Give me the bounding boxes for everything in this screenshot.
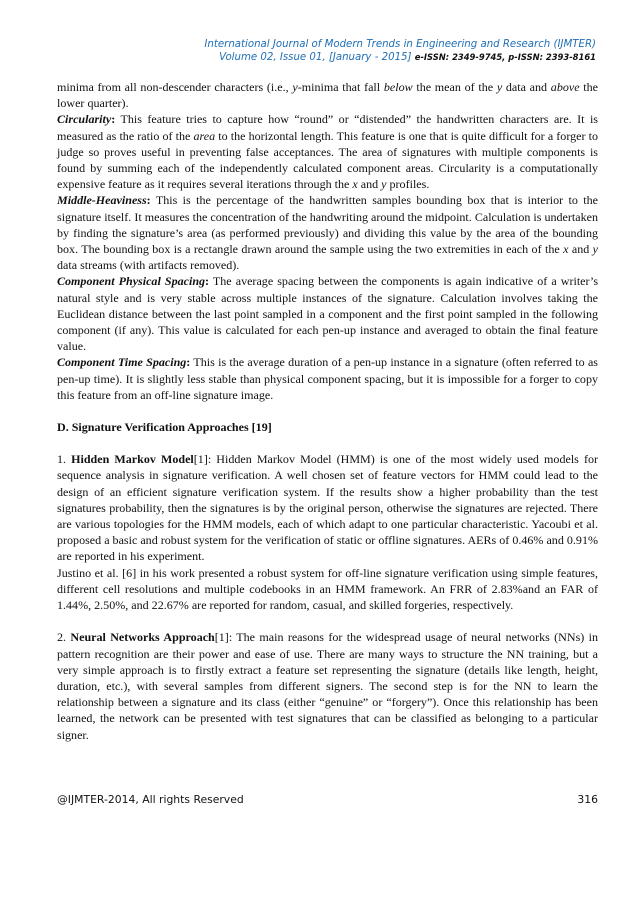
text-run: profiles. [386,177,430,192]
text-run: This is the average duration of a pen-up instance in a signature (often referred to as pen-up time). It is slightly less stable than physical component spacing, but it is impossible for a forger to copy this feature from an off-line signature image. [57,355,598,402]
paragraph-component-physical-spacing [57,273,598,354]
journal-title: International Journal of Modern Trends in Engineering and Research (IJMTER) [204,39,596,50]
italic-run: y [381,177,387,192]
paragraph-justino: Justino et al. [6] in his work presented a robust system for off-line signature verification using simple features, different cell resolutions and multiple codebooks in an HMM framework. An FRR of 2.83%and an FAR of 1.44%, 2.50%, and 22.67% are reported for random, casual, and skilled forgeries, respectively. [57,565,598,613]
term-colon: : [146,193,151,208]
paragraph-neural-networks [57,629,598,742]
text-run: to the horizontal length. This feature is one that is quite difficult for a forger to judge so proves useful in preventing false acceptances. The area of signatures with multiple components is found by summing each of the independently calculated component areas. Circularity is a computationally expensive feature as it requires several iterations through the [57,128,599,192]
list-number: 2. [57,630,71,645]
text-run: : The main reasons for the widespread usage of neural networks (NNs) in pattern recognition are their power and ease of use. There are many ways to structure the NN training, but a very simple approach is to firstly extract a feature set representing the signature (details like length, height, duration, etc.), with several samples from different signers. The second step is for the NN to learn the relationship between a signature and its class (either “genuine” or “forgery”). Once this relationship has been learned, the network can be presented with test signatures that can be classified as belonging to a particular signer. [57,630,598,742]
citation-ref: [1] [214,630,229,645]
term-colon: : [205,274,210,289]
text-run: : Hidden Markov Model (HMM) is one of the most widely used models for sequence analysis in signature verification. A well chosen set of feature vectors for HMM could lead to the design of an efficient signature verification system. If the results show a higher probability than the test signatures probability, then the signatures is by the original person, otherwise the signatures are rejected. There are various topologies for the HMM models, each of which adapt to one particular characteristic. Yacoubi et al. proposed a basic and robust system for the verification of static or offline signatures. AERs of 0.46% and 0.91% are reported in his experiment. [57,452,599,564]
term-colon: : [111,112,116,127]
list-number: 1. [57,452,72,467]
term-component-physical-spacing: Component Physical Spacing [57,274,206,289]
paragraph-component-time-spacing [57,354,598,403]
text-run: the lower quarter). [57,80,599,111]
journal-volume: Volume 02, Issue 01, [January - 2015] [219,52,412,63]
text-run: minima from all non-descender characters (i.e., [57,80,293,94]
paragraph-hmm [57,451,598,564]
text-run: the mean of the [412,80,497,94]
italic-run: y [592,242,598,257]
term-middle-heaviness: Middle-Heaviness [57,193,147,208]
copyright-notice: @IJMTER-2014, All rights Reserved [57,793,244,806]
text-run: and [568,242,593,257]
italic-run: x [352,177,358,192]
term-colon: : [186,355,191,370]
text-run: data and [502,80,551,94]
citation-ref: [1] [193,452,208,467]
term-component-time-spacing: Component Time Spacing [57,355,187,370]
paragraph-middle-heaviness [57,192,598,273]
journal-volume-line [36,51,596,64]
italic-run: x [563,242,569,257]
italic-run: y [292,80,298,94]
text-run: -minima that fall [297,80,384,94]
text-run: This feature tries to capture how “round” or “distended” the handwritten characters are. It is measured as the ratio of the [57,112,598,143]
italic-run: area [193,128,216,143]
text-run: This is the percentage of the handwritten samples bounding box that is interior to the signature itself. It measures the concentration of the handwriting around the midpoint. Calculation is undertaken by finding the signature’s area (as performed previously) and dividing this value by the area of the bounding box. The bounding box is a rectangle drawn around the sample using the two extremities in each of the [57,193,598,257]
text-run: data streams (with artifacts removed). [57,258,240,273]
section-heading: D. Signature Verification Approaches [19] [57,420,272,435]
journal-header [36,38,596,64]
italic-run: below [383,80,413,94]
term-neural-networks: Neural Networks Approach [70,630,215,645]
spacer [57,613,598,629]
article-body [57,79,598,743]
text-run: The average spacing between the components is again indicative of a writer’s natural style and is very stable across multiple instances of the signature. Calculation involves taking the Euclidean distance between the last point sampled in a component and the first point sampled in the following component (if any). This value is calculated for each pen-up instance and averaged to obtain the final feature value. [57,274,599,354]
paragraph-continuation [57,79,598,111]
spacer [57,435,598,451]
journal-issn: e-ISSN: 2349-9745, p-ISSN: 2393-8161 [414,52,596,62]
italic-run: y [496,80,503,94]
italic-run: above [550,80,580,94]
text-run: and [357,177,382,192]
page-number: 316 [577,793,598,806]
term-circularity: Circularity [57,112,112,127]
term-hmm: Hidden Markov Model [71,452,194,467]
paragraph-circularity [57,111,598,192]
spacer [57,403,598,419]
